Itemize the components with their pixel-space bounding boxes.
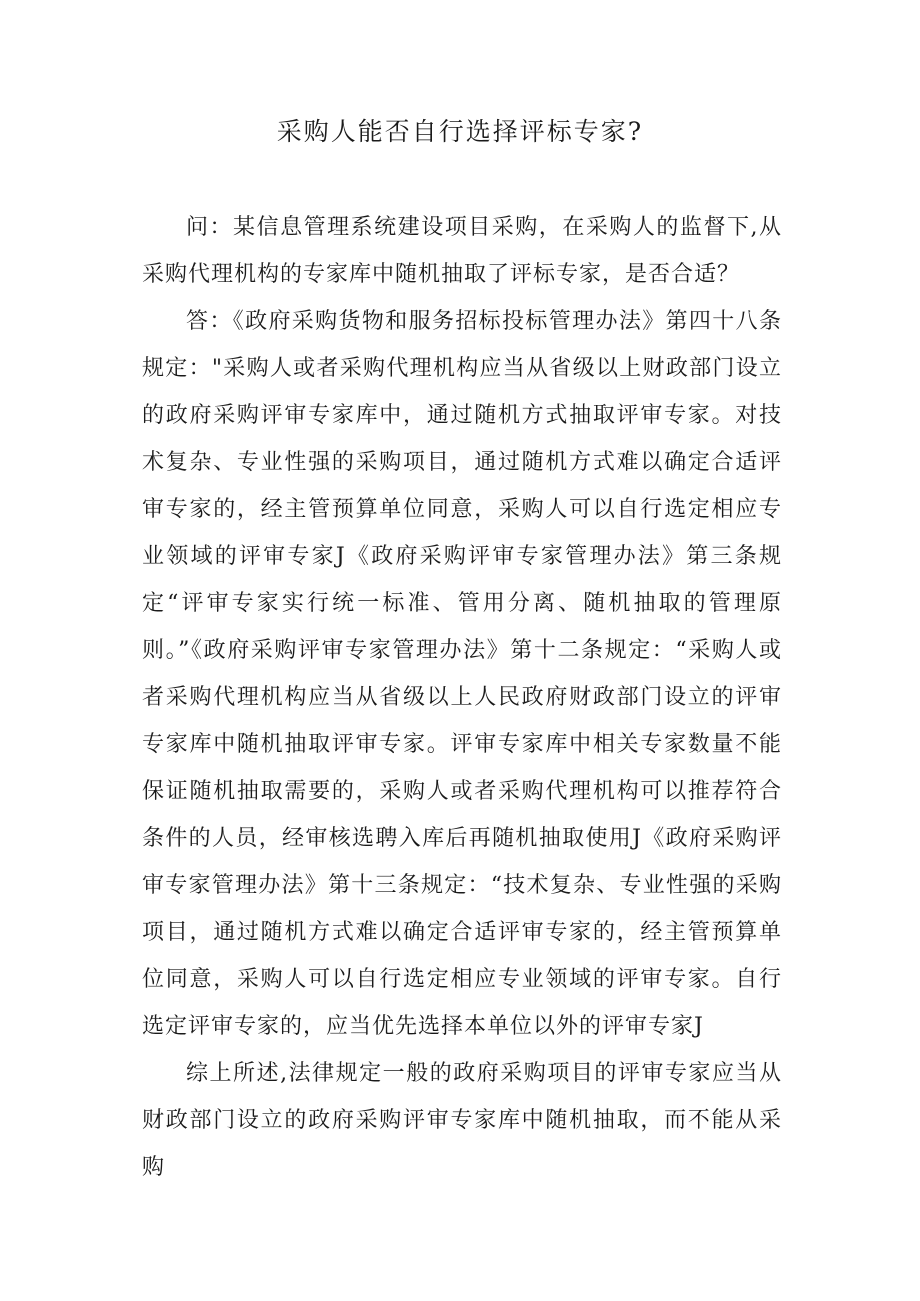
summary-paragraph: 综上所述,法律规定一般的政府采购项目的评审专家应当从财政部门设立的政府采购评审专家库中随机抽取，而不能从采购 (142, 1061, 782, 1180)
document-body (142, 204, 782, 1191)
document-title: 采购人能否自行选择评标专家? (276, 117, 644, 146)
answer-paragraph: 答：《政府采购货物和服务招标投标管理办法》第四十八条规定："采购人或者采购代理机构应当从省级以上财政部门设立的政府采购评审专家库中，通过随机方式抽取评审专家。对技术复杂、专业性强的采购项目，通过随机方式难以确定合适评审专家的，经主管预算单位同意，采购人可以自行选定相应专业领域的评审专家J《政府采购评审专家管理办法》第三条规定“评审专家实行统一标准、管用分离、随机抽取的管理原则。”《政府采购评审专家管理办法》第十二条规定：“采购人或者采购代理机构应当从省级以上人民政府财政部门设立的评审专家库中随机抽取评审专家。评审专家库中相关专家数量不能保证随机抽取需要的，采购人或者采购代理机构可以推荐符合条件的人员，经审核选聘入库后再随机抽取使用J《政府采购评审专家管理办法》第十三条规定：“技术复杂、专业性强的采购项目，通过随机方式难以确定合适评审专家的，经主管预算单位同意，采购人可以自行选定相应专业领域的评审专家。自行选定评审专家的，应当优先选择本单位以外的评审专家J (142, 309, 782, 1039)
question-paragraph: 问：某信息管理系统建设项目采购，在采购人的监督下,从采购代理机构的专家库中随机抽取了评标专家，是否合适？ (142, 215, 782, 287)
